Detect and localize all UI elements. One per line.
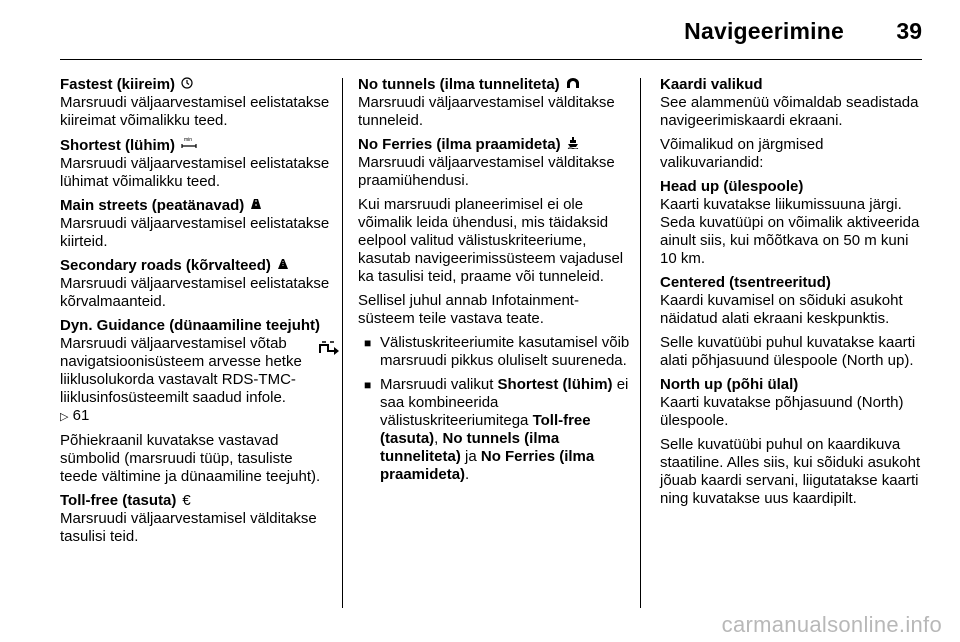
dynamic-guidance-icon xyxy=(318,339,342,363)
option-head-up xyxy=(660,178,928,268)
ferry-icon xyxy=(567,136,579,154)
page-title: Navigeerimine xyxy=(684,18,844,44)
page-reference-number: 61 xyxy=(72,407,90,424)
option-term: No tunnels (ilma tunneliteta) xyxy=(358,76,560,93)
bullet-text: Marsruudi valikut xyxy=(380,376,498,393)
bullet-term: Shortest (lühim) xyxy=(497,376,613,393)
bullet-text: ei saa kombineerida välistuskriteeriumitega xyxy=(380,376,629,429)
bullet-square-icon: ■ xyxy=(364,378,372,392)
note-bullet-2 xyxy=(358,376,630,484)
option-description-2: Selle kuvatüübi puhul on kaardikuva staatiline. Alles siis, kui sõiduki asukoht jõuab kaardi servani, liigutatakse kaarti ning kuvatakse uus kaardipilt. xyxy=(660,436,921,507)
section-heading: Kaardi valikud xyxy=(660,76,763,93)
main-road-icon xyxy=(250,197,262,215)
option-term: Toll-free (tasuta) xyxy=(60,492,177,509)
option-description-2: Selle kuvatüübi puhul kuvatakse kaarti alati põhjasuund ülespoole (North up). xyxy=(660,334,916,369)
bullet-text: Välistuskriteeriumite kasutamisel võib marsruudi pikkus oluliselt suureneda. xyxy=(380,334,630,369)
option-term: North up (põhi ülal) xyxy=(660,376,799,393)
header-divider xyxy=(60,59,922,60)
bullet-text: , xyxy=(434,430,443,447)
paragraph-message: Sellisel juhul annab Infotainment-süsteem teile vastava teate. xyxy=(358,292,579,327)
option-dyn-guidance xyxy=(60,317,332,486)
option-fastest xyxy=(60,76,332,130)
column-divider-1 xyxy=(342,78,343,608)
column-right xyxy=(660,76,928,514)
clock-icon xyxy=(181,76,193,94)
paragraph-fallback: Kui marsruudi planeerimisel ei ole võimalik leida ühendusi, mis täidaksid eelpool valitud välistuskriteeriume, kasutab navigeerimissüsteem vajadusel ka tasulisi teid, praame või tunneleid. xyxy=(358,196,624,285)
option-description: Kaarti kuvatakse põhjasuund (North) ülespoole. xyxy=(660,394,904,429)
option-main-streets xyxy=(60,197,332,251)
bullet-text: . xyxy=(465,466,470,483)
section-map-options xyxy=(660,76,928,130)
secondary-road-icon xyxy=(277,257,289,275)
bullet-term: Toll-free (tasuta) xyxy=(380,412,591,447)
option-north-up xyxy=(660,376,928,508)
toll-icon: € xyxy=(182,492,191,509)
option-description: Marsruudi väljaarvestamisel välditakse praamiühendusi. xyxy=(358,154,615,189)
column-divider-2 xyxy=(640,78,641,608)
option-description: Marsruudi väljaarvestamisel välditakse tunneleid. xyxy=(358,94,615,129)
shortest-route-icon xyxy=(181,136,197,155)
bullet-text: ja xyxy=(460,448,481,465)
section-intro-2: Võimalikud on järgmised valikuvariandid: xyxy=(660,136,824,171)
option-description: Kaarti kuvatakse liikumissuuna järgi. Seda kuvatüüpi on võimalik aktiveerida ainult siis, kui mõõtkava on 50 m kuni 10 km. xyxy=(660,196,920,267)
option-term: Main streets (peatänavad) xyxy=(60,197,245,214)
option-term: Secondary roads (kõrvalteed) xyxy=(60,257,271,274)
option-term: Head up (ülespoole) xyxy=(660,178,804,195)
column-left xyxy=(60,76,332,546)
bullet-term: No Ferries (ilma praamideta) xyxy=(380,448,595,483)
option-secondary-roads xyxy=(60,257,332,311)
option-no-ferries xyxy=(358,136,630,190)
reference-arrow-icon: ▷ xyxy=(60,411,69,423)
option-description: Marsruudi väljaarvestamisel võtab navigatsioonisüsteem arvesse hetke liiklusolukorda vastavalt RDS-TMC-liiklusinfosüsteemilt saadud infole. xyxy=(60,335,302,406)
page-number: 39 xyxy=(896,18,922,44)
bullet-square-icon: ■ xyxy=(364,336,372,350)
option-term: No Ferries (ilma praamideta) xyxy=(358,136,561,153)
section-intro: See alammenüü võimaldab seadistada navigeerimiskaardi ekraani. xyxy=(660,94,919,129)
tunnel-icon xyxy=(566,76,580,94)
watermark: carmanualsonline.info xyxy=(721,612,942,637)
page-reference[interactable] xyxy=(60,407,332,426)
option-description: Marsruudi väljaarvestamisel eelistatakse lühimat võimalikku teed. xyxy=(60,155,330,190)
note-bullet-1 xyxy=(358,334,630,370)
option-term: Fastest (kiireim) xyxy=(60,76,176,93)
option-description: Marsruudi väljaarvestamisel välditakse tasulisi teid. xyxy=(60,510,317,545)
option-term: Centered (tsentreeritud) xyxy=(660,274,831,291)
option-description-2: Põhiekraanil kuvatakse vastavad sümbolid (marsruudi tüüp, tasuliste teede vältimine ja dünaamiline teejuht). xyxy=(60,432,321,485)
option-centered xyxy=(660,274,928,370)
option-description: Marsruudi väljaarvestamisel eelistatakse kiireimat võimalikku teed. xyxy=(60,94,330,129)
option-description: Marsruudi väljaarvestamisel eelistatakse kõrvalmaanteid. xyxy=(60,275,330,310)
option-shortest xyxy=(60,136,332,191)
option-toll-free xyxy=(60,492,332,546)
bullet-term: No tunnels (ilma tunneliteta) xyxy=(380,430,560,465)
option-no-tunnels xyxy=(358,76,630,130)
option-description: Kaardi kuvamisel on sõiduki asukoht näidatud alati ekraani keskpunktis. xyxy=(660,292,903,327)
column-middle xyxy=(358,76,630,490)
option-term: Dyn. Guidance (dünaamiline teejuht) xyxy=(60,317,321,334)
option-term: Shortest (lühim) xyxy=(60,137,175,154)
option-description: Marsruudi väljaarvestamisel eelistatakse kiirteid. xyxy=(60,215,330,250)
svg-text:min: min xyxy=(184,137,193,143)
